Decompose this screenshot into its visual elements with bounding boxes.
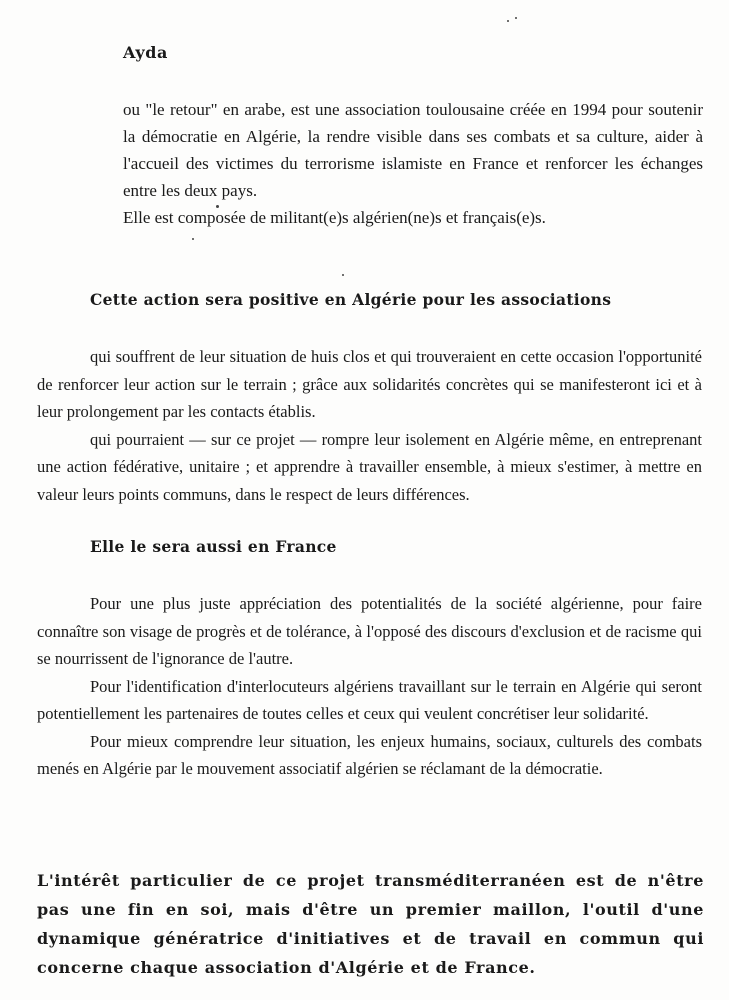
- france-paragraph-3: Pour mieux comprendre leur situation, les enjeux humains, sociaux, culturels des combats menés en Algérie par le mouvement associatif algérien se réclamant de la démocratie.: [37, 731, 702, 778]
- ayda-composition: Elle est composée de militant(e)s algérien(ne)s et français(e)s.: [123, 208, 546, 227]
- scan-speck: [507, 20, 509, 22]
- france-paragraph-2: Pour l'identification d'interlocuteurs algériens travaillant sur le terrain en Algérie qui seront potentiellement les partenaires de toutes celles et ceux qui veulent concrétiser leur solidarité.: [37, 676, 702, 723]
- france-section-body: [37, 590, 702, 783]
- ayda-title: Ayda: [123, 43, 169, 62]
- conclusion-paragraph: L'intérêt particulier de ce projet transméditerranéen est de n'être pas une fin en soi, mais d'être un premier maillon, l'outil d'une dynamique génératrice d'initiatives et de travail en commun qui concerne chaque association d'Algérie et de France.: [37, 871, 704, 977]
- ayda-description: [123, 96, 703, 231]
- france-paragraph-1: Pour une plus juste appréciation des potentialités de la société algérienne, pour faire connaître son visage de progrès et de tolérance, à l'opposé des discours d'exclusion et de racisme qui se nourrissent de l'ignorance de l'autre.: [37, 594, 702, 668]
- algeria-paragraph-2: qui pourraient — sur ce projet — rompre leur isolement en Algérie même, en entreprenant une action fédérative, unitaire ; et apprendre à travailler ensemble, à mieux s'estimer, à mettre en valeur leurs points communs, dans le respect de leurs différences.: [37, 429, 702, 504]
- scan-speck: [216, 205, 219, 208]
- scan-speck: [515, 17, 517, 19]
- algeria-section-body: [37, 343, 702, 508]
- ayda-paragraph: ou "le retour" en arabe, est une association toulousaine créée en 1994 pour soutenir la démocratie en Algérie, la rendre visible dans ses combats et sa culture, aider à l'accueil des victimes du terrorisme islamiste en France et renforcer les échanges entre les deux pays.: [123, 100, 703, 200]
- algeria-paragraph-1: qui souffrent de leur situation de huis clos et qui trouveraient en cette occasion l'opportunité de renforcer leur action sur le terrain ; grâce aux solidarités concrètes qui se manifesteront ici et à leur prolongement par les contacts établis.: [37, 347, 702, 421]
- algeria-section-heading: Cette action sera positive en Algérie pour les associations: [90, 290, 612, 309]
- scan-speck: [192, 238, 194, 240]
- scan-speck: [342, 274, 344, 276]
- france-section-heading: Elle le sera aussi en France: [90, 537, 337, 556]
